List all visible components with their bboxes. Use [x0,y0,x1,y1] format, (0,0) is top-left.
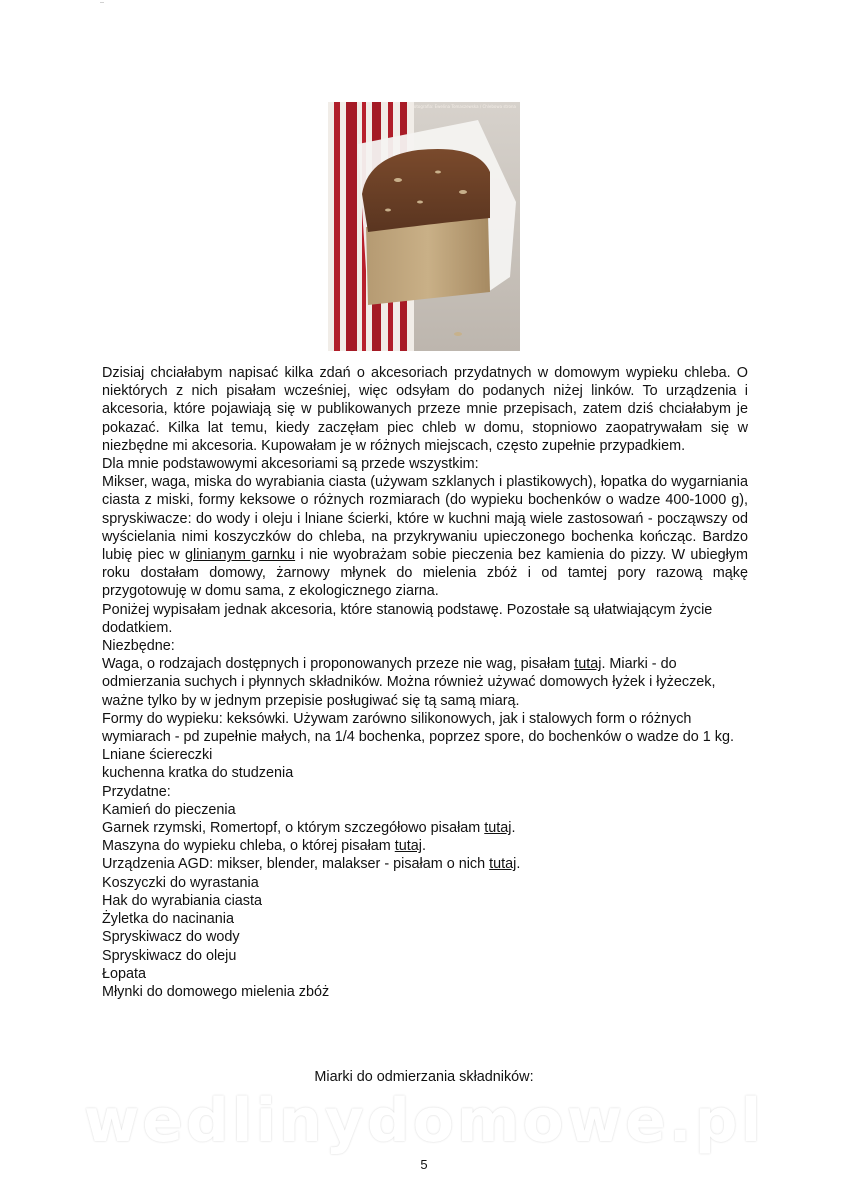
basic-text-before: Mikser, waga, miska do wyrabiania ciasta (używam szklanych i plastikowych), łopatka do wygarniania ciasta z miski, formy keksowe o różnych rozmiarach (do wypieku bochenków o wadze 400-1000 g), spryskiwacze: do wody i oleju i lniane ścierki, które w kuchni mają wiele zastosowań - począwszy od wyścielania nimi koszyczków do chleba, na przykrywaniu upieczonego bochenka kończąc. Bardzo lubię piec w [102,474,748,564]
romertopf-text: Garnek rzymski, Romertopf, o którym szczegółowo pisałam [102,820,485,837]
list-item-water-sprayer: Spryskiwacz do wody [102,929,240,946]
list-item-mills: Młynki do domowego mielenia zbóż [102,983,330,1000]
scale-link[interactable]: tutaj [574,656,602,673]
summary-paragraph: Poniżej wypisałam jednak akcesoria, które stanowią podstawę. Pozostałe są ułatwiającym życie dodatkiem. [102,601,713,636]
essential-heading: Niezbędne: [102,638,175,655]
section-heading: Miarki do odmierzania składników: [314,1069,534,1085]
bread-photo [328,102,520,351]
basic-text-after: i nie wyobrażam sobie pieczenia bez kamienia do pizzy. W ubiegłym roku dostałam domowy, żarnowy młynek do mielenia zbóż i od tamtej pory razową mąkę przygotowuję w domu sama, z ekologicznego ziarna. [102,547,748,600]
list-item-romertopf [102,819,748,837]
useful-heading: Przydatne: [102,783,171,800]
list-item-stone: Kamień do pieczenia [102,801,236,818]
corner-mark: -- [100,0,104,6]
intro-paragraph: Dzisiaj chciałabym napisać kilka zdań o akcesoriach przydatnych w domowym wypieku chleba. O niektórych z nich pisałam wcześniej, więc odsyłam do podanych niżej linków. To urządzenia i akcesoria, które pojawiają się w publikowanych przeze mnie przepisach, zatem dziś chciałabym je pokazać. Kilka lat temu, kiedy zaczęłam piec chleb w domu, stopniowo zaopatrywałam się w niezbędne mi akcesoria. Kupowałam je w różnych miejscach, często zupełnie przypadkiem. [102,365,748,454]
machine-period: . [421,838,426,855]
list-item-baskets: Koszyczki do wyrastania [102,874,259,891]
basic-paragraph [102,473,748,600]
scale-text-before: Waga, o rodzajach dostępnych i proponowanych przeze nie wag, pisałam [102,656,575,673]
list-item-bread-machine [102,837,748,855]
list-item-hook: Hak do wyrabiania ciasta [102,892,262,909]
machine-text: Maszyna do wypieku chleba, o której pisałam [102,838,395,855]
list-item-rack: kuchenna kratka do studzenia [102,765,294,782]
clay-pot-link[interactable]: glinianym garnku [185,547,296,564]
forms-paragraph: Formy do wypieku: keksówki. Używam zarówno silikonowych, jak i stalowych form o różnych wymiarach - pd zupełnie małych, na 1/4 bochenka, poprzez spore, do bochenków o wadze do 1 kg. [102,710,734,746]
romertopf-period: . [511,820,516,837]
page-number: 5 [420,1157,428,1172]
list-item-agd [102,855,748,873]
agd-period: . [516,856,521,873]
agd-link[interactable]: tutaj [489,856,517,873]
scale-paragraph [102,655,748,710]
list-item-cloths: Lniane ściereczki [102,747,213,764]
bread-loaf-illustration [328,102,520,351]
agd-text: Urządzenia AGD: mikser, blender, malakser - pisałam o nich [102,856,490,873]
list-item-razor: Żyletka do nacinania [102,911,234,928]
article-body [102,364,748,1001]
scale-text-after: . Miarki - do odmierzania suchych i płynnych składników. Można również używać domowych łyżek i łyżeczek, ważne tylko by w jednym przepisie posługiwać się tą samą miarą. [102,656,716,709]
list-item-peel: Łopata [102,965,147,982]
list-item-oil-sprayer: Spryskiwacz do oleju [102,947,237,964]
machine-link[interactable]: tutaj [394,838,422,855]
watermark: wedlinydomowe.pl [83,1086,765,1156]
photo-credit: Fotografia: Ewelina Tomaszewska / Chlebowa strona [411,104,516,109]
romertopf-link[interactable]: tutaj [484,820,512,837]
basic-lead: Dla mnie podstawowymi akcesoriami są przede wszystkim: [102,456,479,473]
